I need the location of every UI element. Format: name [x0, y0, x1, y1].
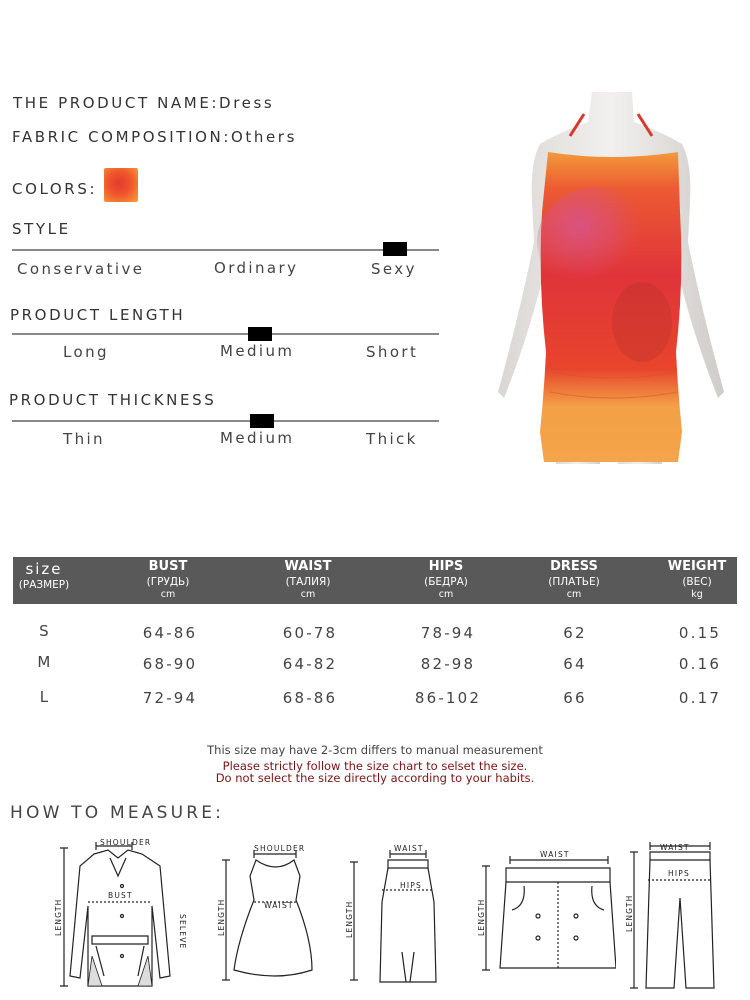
size-table-header [13, 557, 737, 604]
product-photo-mannequin [492, 92, 732, 464]
label-waist: WAIST [540, 850, 570, 859]
thickness-marker [250, 414, 274, 428]
size-note-follow-chart: Please strictly follow the size chart to selset the size. [222, 759, 528, 773]
cell-hips: 82-98 [420, 655, 476, 673]
cell-size: L [39, 688, 51, 706]
label-hips: HIPS [668, 869, 690, 878]
label-shoulder: SHOULDER [254, 844, 306, 853]
cell-size: S [39, 622, 51, 640]
cell-bust: 64-86 [142, 624, 198, 642]
cell-weight: 0.15 [678, 624, 722, 642]
cell-hips: 86-102 [414, 689, 482, 707]
style-scale-line [12, 249, 439, 251]
cell-hips: 78-94 [420, 624, 476, 642]
cell-weight: 0.17 [678, 689, 722, 707]
header-weight: WEIGHT (ВЕС) kg [667, 559, 727, 600]
cell-waist: 64-82 [282, 655, 338, 673]
cell-bust: 72-94 [142, 689, 198, 707]
thickness-scale-line [12, 420, 439, 422]
cell-dress: 62 [563, 624, 587, 642]
style-label-ordinary: Ordinary [214, 259, 299, 277]
thickness-label-thin: Thin [63, 430, 105, 448]
style-marker [383, 242, 407, 256]
cell-size: M [37, 653, 53, 671]
label-waist: WAIST [660, 843, 690, 852]
label-length: LENGTH [217, 898, 226, 936]
dress-measure-diagram [216, 840, 316, 990]
colors-label: COLORS: [12, 180, 98, 198]
skirt-measure-diagram [344, 842, 444, 990]
length-label-short: Short [366, 343, 419, 361]
thickness-label-thick: Thick [366, 430, 418, 448]
cell-bust: 68-90 [142, 655, 198, 673]
label-bust: BUST [108, 891, 133, 900]
jacket-measure-diagram [52, 836, 192, 992]
header-hips: HIPS (БЕДРА) cm [424, 559, 468, 600]
size-note-measurement: This size may have 2-3cm differs to manual measurement [207, 743, 543, 757]
fabric-composition: FABRIC COMPOSITION:Others [12, 128, 297, 146]
length-title: PRODUCT LENGTH [10, 306, 186, 324]
header-size: size (РАЗМЕР) [18, 560, 70, 591]
thickness-label-medium: Medium [220, 429, 295, 447]
style-title: STYLE [12, 220, 71, 238]
color-swatch-red-orange[interactable] [104, 168, 138, 202]
label-waist: WAIST [264, 901, 294, 910]
length-label-medium: Medium [220, 342, 295, 360]
label-shoulder: SHOULDER [100, 838, 152, 847]
cell-waist: 68-86 [282, 689, 338, 707]
size-note-habits: Do not select the size directly according to your habits. [215, 771, 535, 785]
label-length: LENGTH [345, 900, 354, 938]
pants-measure-diagram [624, 838, 734, 994]
label-length: LENGTH [625, 894, 634, 932]
header-waist: WAIST (ТАЛИЯ) cm [284, 559, 332, 600]
mini-skirt-measure-diagram [476, 846, 616, 976]
label-hips: HIPS [400, 881, 422, 890]
cell-dress: 64 [563, 655, 587, 673]
label-length: LENGTH [477, 898, 486, 936]
how-to-measure-title: HOW TO MEASURE: [10, 803, 225, 823]
length-scale-line [12, 333, 439, 335]
thickness-title: PRODUCT THICKNESS [9, 391, 217, 409]
style-label-conservative: Conservative [17, 260, 145, 278]
cell-dress: 66 [563, 689, 587, 707]
product-name: THE PRODUCT NAME:Dress [13, 94, 275, 112]
length-marker [248, 327, 272, 341]
length-label-long: Long [63, 343, 109, 361]
cell-weight: 0.16 [678, 655, 722, 673]
label-waist: WAIST [394, 844, 424, 853]
header-bust: BUST (ГРУДЬ) cm [146, 559, 190, 600]
header-dress: DRESS (ПЛАТЬЕ) cm [548, 559, 600, 600]
style-label-sexy: Sexy [371, 260, 417, 278]
label-length: LENGTH [54, 898, 63, 936]
cell-waist: 60-78 [282, 624, 338, 642]
label-sleeve: SELEVE [178, 914, 187, 950]
